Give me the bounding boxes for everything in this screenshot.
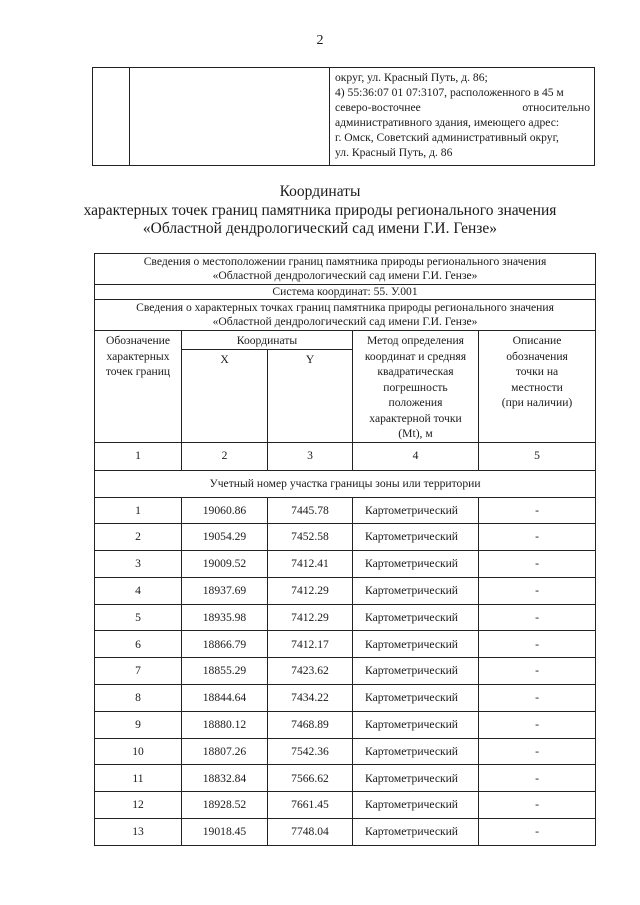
description-cell: - <box>479 631 596 658</box>
x-coordinate-cell: 18937.69 <box>182 577 268 604</box>
method-cell: Картометрический <box>353 524 479 551</box>
method-cell: Картометрический <box>353 819 479 846</box>
header-line: точек границ <box>105 365 171 378</box>
col-header-method <box>353 331 479 443</box>
x-coordinate-cell: 19054.29 <box>182 524 268 551</box>
col-header-description <box>479 331 596 443</box>
header-line: характерной точки <box>369 411 462 425</box>
method-cell: Картометрический <box>353 792 479 819</box>
x-coordinate-cell: 18807.26 <box>182 738 268 765</box>
point-number-cell: 2 <box>95 524 182 551</box>
description-cell: - <box>479 792 596 819</box>
header-line: Обозначение <box>105 334 171 347</box>
address-line-split <box>335 101 590 116</box>
method-cell: Картометрический <box>353 497 479 524</box>
table-row <box>95 792 596 819</box>
location-info-line: «Областной дендрологический сад имени Г.И. Гензе» <box>212 269 478 282</box>
coordinate-rows <box>95 497 596 845</box>
header-line: квадратическая <box>377 365 454 378</box>
description-cell: - <box>479 604 596 631</box>
address-word: относительно <box>522 100 590 114</box>
x-coordinate-cell: 18928.52 <box>182 792 268 819</box>
point-number-cell: 4 <box>95 577 182 604</box>
description-cell: - <box>479 577 596 604</box>
point-number-cell: 3 <box>95 551 182 578</box>
address-line: округ, ул. Красный Путь, д. 86; <box>335 71 488 84</box>
method-cell: Картометрический <box>353 738 479 765</box>
table-row <box>95 711 596 738</box>
heading-line-1: Координаты <box>279 183 361 200</box>
description-cell: - <box>479 738 596 765</box>
table-row <box>95 819 596 846</box>
table-row <box>95 524 596 551</box>
x-coordinate-cell: 19009.52 <box>182 551 268 578</box>
point-number-cell: 5 <box>95 604 182 631</box>
y-coordinate-cell: 7468.89 <box>268 711 353 738</box>
header-line: характерных <box>106 349 170 363</box>
continuation-cell-2 <box>130 68 330 166</box>
method-cell: Картометрический <box>353 631 479 658</box>
x-coordinate-cell: 18844.64 <box>182 685 268 712</box>
x-coordinate-cell: 18866.79 <box>182 631 268 658</box>
col-header-designation <box>95 331 182 443</box>
address-line: г. Омск, Советский административный округ, <box>335 130 559 144</box>
point-number-cell: 10 <box>95 738 182 765</box>
x-coordinate-cell: 19018.45 <box>182 819 268 846</box>
description-cell: - <box>479 658 596 685</box>
y-coordinate-cell: 7542.36 <box>268 738 353 765</box>
table-row <box>95 685 596 712</box>
address-line: 4) 55:36:07 01 07:3107, расположенного в 45 м <box>335 85 564 99</box>
header-line: местности <box>511 380 563 394</box>
y-coordinate-cell: 7412.29 <box>268 604 353 631</box>
col-header-y: Y <box>268 349 353 442</box>
point-number-cell: 13 <box>95 819 182 846</box>
header-line: (при наличии) <box>501 396 573 409</box>
address-word: северо-восточнее <box>335 100 421 114</box>
points-info-line: Сведения о характерных точках границ памятника природы регионального значения <box>136 301 554 315</box>
y-coordinate-cell: 7423.62 <box>268 658 353 685</box>
table-row <box>95 551 596 578</box>
col-number: 4 <box>353 442 479 470</box>
table-row <box>95 497 596 524</box>
heading-line-3: «Областной дендрологический сад имени Г.И. Гензе» <box>142 220 498 237</box>
method-cell: Картометрический <box>353 765 479 792</box>
description-cell: - <box>479 819 596 846</box>
y-coordinate-cell: 7748.04 <box>268 819 353 846</box>
section-title: Учетный номер участка границы зоны или территории <box>95 470 596 497</box>
continuation-cell-text <box>330 68 595 166</box>
description-cell: - <box>479 711 596 738</box>
continuation-cell-1 <box>93 68 130 166</box>
method-cell: Картометрический <box>353 551 479 578</box>
header-line: Метод определения <box>367 334 464 347</box>
method-cell: Картометрический <box>353 577 479 604</box>
y-coordinate-cell: 7661.45 <box>268 792 353 819</box>
coordinates-table <box>94 253 596 846</box>
method-cell: Картометрический <box>353 604 479 631</box>
table-row <box>95 658 596 685</box>
table-row <box>95 577 596 604</box>
coordinate-system-cell: Система координат: 55. У.001 <box>95 285 596 300</box>
header-line: обозначения <box>506 349 568 363</box>
description-cell: - <box>479 497 596 524</box>
continuation-table <box>92 67 595 166</box>
header-line: (Mt), м <box>398 427 433 440</box>
col-number: 3 <box>268 442 353 470</box>
points-info-cell <box>95 300 596 331</box>
col-header-x: X <box>182 349 268 442</box>
description-cell: - <box>479 765 596 792</box>
x-coordinate-cell: 18880.12 <box>182 711 268 738</box>
y-coordinate-cell: 7412.41 <box>268 551 353 578</box>
y-coordinate-cell: 7412.17 <box>268 631 353 658</box>
method-cell: Картометрический <box>353 658 479 685</box>
col-number: 5 <box>479 442 596 470</box>
location-info-cell <box>95 254 596 285</box>
method-cell: Картометрический <box>353 711 479 738</box>
point-number-cell: 1 <box>95 497 182 524</box>
table-row <box>95 604 596 631</box>
page-number: 2 <box>316 33 324 48</box>
description-cell: - <box>479 551 596 578</box>
y-coordinate-cell: 7445.78 <box>268 497 353 524</box>
description-cell: - <box>479 685 596 712</box>
point-number-cell: 7 <box>95 658 182 685</box>
points-info-line: «Областной дендрологический сад имени Г.И. Гензе» <box>212 315 478 328</box>
col-number: 1 <box>95 442 182 470</box>
address-line: ул. Красный Путь, д. 86 <box>335 145 453 159</box>
col-number: 2 <box>182 442 268 470</box>
table-row <box>95 765 596 792</box>
table-row <box>95 631 596 658</box>
header-line: положения <box>388 396 443 409</box>
header-line: точки на <box>515 365 559 378</box>
y-coordinate-cell: 7434.22 <box>268 685 353 712</box>
method-cell: Картометрический <box>353 685 479 712</box>
address-line: административного здания, имеющего адрес: <box>335 115 560 129</box>
x-coordinate-cell: 18832.84 <box>182 765 268 792</box>
description-cell: - <box>479 524 596 551</box>
point-number-cell: 8 <box>95 685 182 712</box>
y-coordinate-cell: 7412.29 <box>268 577 353 604</box>
y-coordinate-cell: 7566.62 <box>268 765 353 792</box>
point-number-cell: 9 <box>95 711 182 738</box>
point-number-cell: 11 <box>95 765 182 792</box>
header-line: координат и средняя <box>364 349 467 363</box>
heading-line-2: характерных точек границ памятника природы регионального значения <box>83 201 557 219</box>
x-coordinate-cell: 18855.29 <box>182 658 268 685</box>
col-header-coordinates: Координаты <box>182 331 353 350</box>
document-heading <box>0 183 640 239</box>
y-coordinate-cell: 7452.58 <box>268 524 353 551</box>
x-coordinate-cell: 19060.86 <box>182 497 268 524</box>
point-number-cell: 12 <box>95 792 182 819</box>
point-number-cell: 6 <box>95 631 182 658</box>
header-line: Описание <box>512 334 562 347</box>
table-row <box>95 738 596 765</box>
location-info-line: Сведения о местоположении границ памятника природы регионального значения <box>143 255 547 269</box>
header-line: погрешность <box>383 380 448 394</box>
x-coordinate-cell: 18935.98 <box>182 604 268 631</box>
